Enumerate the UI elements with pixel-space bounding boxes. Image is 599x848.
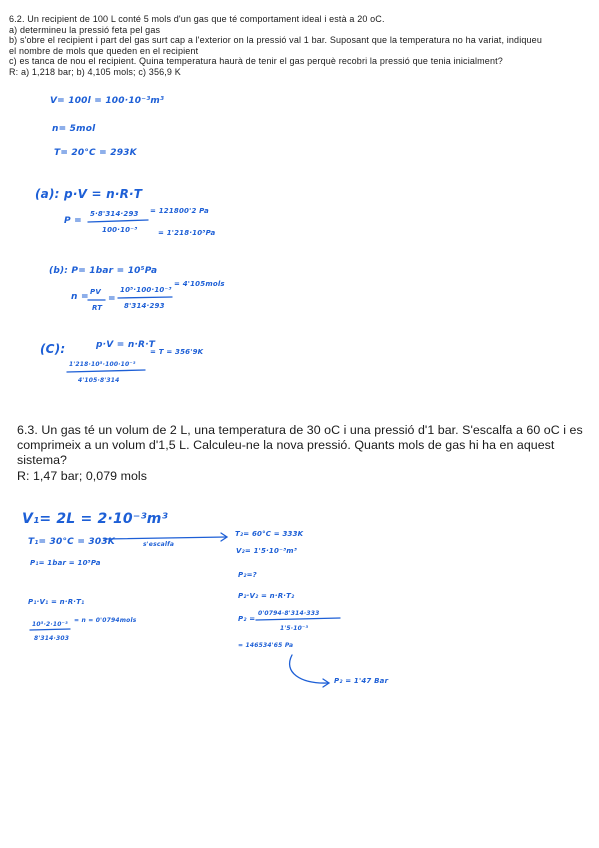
hw-b-result: = 4'105mols xyxy=(174,280,225,288)
hw-moles: n= 5mol xyxy=(52,124,96,134)
hw-t2: T₂= 60°C = 333K xyxy=(235,530,304,538)
hw-c-result: = T = 356'9K xyxy=(150,348,204,356)
hw-b-n: n = xyxy=(71,292,89,302)
hw-b-label: (b): P= 1bar = 10⁵Pa xyxy=(49,266,158,276)
problem-6-2-part-b-line-1: b) s'obre el recipient i part del gas surt cap a l'exterior on la pressió val 1 bar. Suposant que la temperatura no ha variat, indiqueu xyxy=(9,35,542,46)
hw-arrow-label: s'escalfa xyxy=(143,541,175,548)
hw-left-numerator: 10⁵·2·10⁻³ xyxy=(32,621,68,628)
hw-p2-unknown: P₂=? xyxy=(238,571,257,579)
hw-final: P₂ = 1'47 Bar xyxy=(334,677,389,685)
problem-6-3-answer: R: 1,47 bar; 0,079 mols xyxy=(17,468,147,483)
hw-c-denominator: 4'105·8'314 xyxy=(78,377,120,384)
heating-arrow xyxy=(104,537,226,539)
hw-a-label: (a): p·V = n·R·T xyxy=(35,187,143,201)
problem-6-3-statement: 6.3. Un gas té un volum de 2 L, una temperatura de 30 oC i una pressió d'1 bar. S'escalfa a 60 oC i es comprimeix a un volum d'1,5 L. Calculeu-ne la nova pressió. Quants mols de gas hi ha en aquest sistema? xyxy=(17,423,583,468)
right-fraction-bar xyxy=(256,618,340,620)
heating-arrow-head xyxy=(221,533,227,541)
hw-right-numerator: 0'0794·8'314·333 xyxy=(258,610,320,617)
left-fraction-bar xyxy=(30,629,70,630)
final-arrow-head xyxy=(323,679,329,687)
hw-t1: T₁= 30°C = 303K xyxy=(28,537,115,547)
hw-p1: P₁= 1bar = 10⁵Pa xyxy=(30,559,101,567)
hw-right-eq: P₂·V₂ = n·R·T₂ xyxy=(238,592,295,600)
a-fraction-bar xyxy=(88,220,148,222)
c-fraction-bar xyxy=(67,370,145,372)
hw-right-result: = 146534'65 Pa xyxy=(238,642,294,649)
hw-temperature: T= 20°C = 293K xyxy=(54,148,137,158)
hw-right-denominator: 1'5·10⁻³ xyxy=(280,625,309,632)
hw-a-result-2: = 1'218·10⁵Pa xyxy=(158,229,216,237)
hw-b-num-1: PV xyxy=(90,288,101,296)
hw-a-numerator: 5·8'314·293 xyxy=(90,210,139,218)
problem-6-2-statement: 6.2. Un recipient de 100 L conté 5 mols d'un gas que té comportament ideal i està a 20 oC. xyxy=(9,14,385,24)
hw-a-result: = 121800'2 Pa xyxy=(150,207,209,215)
final-curved-arrow xyxy=(290,655,328,683)
problem-6-2-text xyxy=(9,14,594,78)
problem-6-2-answer: R: a) 1,218 bar; b) 4,105 mols; c) 356,9 K xyxy=(9,66,181,77)
hw-left-result: = n = 0'0794mols xyxy=(74,617,137,624)
hw-b-den-2: 8'314·293 xyxy=(124,302,165,310)
hw-c-eq: p·V = n·R·T xyxy=(96,340,156,350)
hw-a-denominator: 100·10⁻³ xyxy=(102,226,138,234)
hw-b-eq: = xyxy=(108,294,116,304)
problem-6-2-part-c: c) es tanca de nou el recipient. Quina temperatura haurà de tenir el gas perquè recobri la pressió que tenia inicialment? xyxy=(9,56,503,67)
hw-left-denominator: 8'314·303 xyxy=(34,635,70,642)
hw-left-eq: P₁·V₁ = n·R·T₁ xyxy=(28,598,85,606)
problem-6-2-part-a: a) determineu la pressió feta pel gas xyxy=(9,24,161,35)
hw-b-den-1: RT xyxy=(92,304,103,312)
hw-right-p2: P₂ = xyxy=(238,615,256,623)
problem-6-3-text xyxy=(17,423,595,484)
problem-6-2-part-b-line-2: el nombre de mols que queden en el recipient xyxy=(9,45,199,56)
hw-a-eq-lhs: P = xyxy=(64,216,82,226)
b-fraction-bar-2 xyxy=(118,297,172,298)
hw-v1: V₁= 2L = 2·10⁻³m³ xyxy=(22,511,168,527)
hw-b-num-2: 10⁵·100·10⁻³ xyxy=(120,286,172,294)
hw-c-label: (C): xyxy=(40,342,66,356)
hw-v2: V₂= 1'5·10⁻³m³ xyxy=(236,547,297,555)
hw-c-numerator: 1'218·10⁵·100·10⁻³ xyxy=(69,361,136,368)
hw-volume: V= 100l = 100·10⁻³m³ xyxy=(50,96,165,106)
